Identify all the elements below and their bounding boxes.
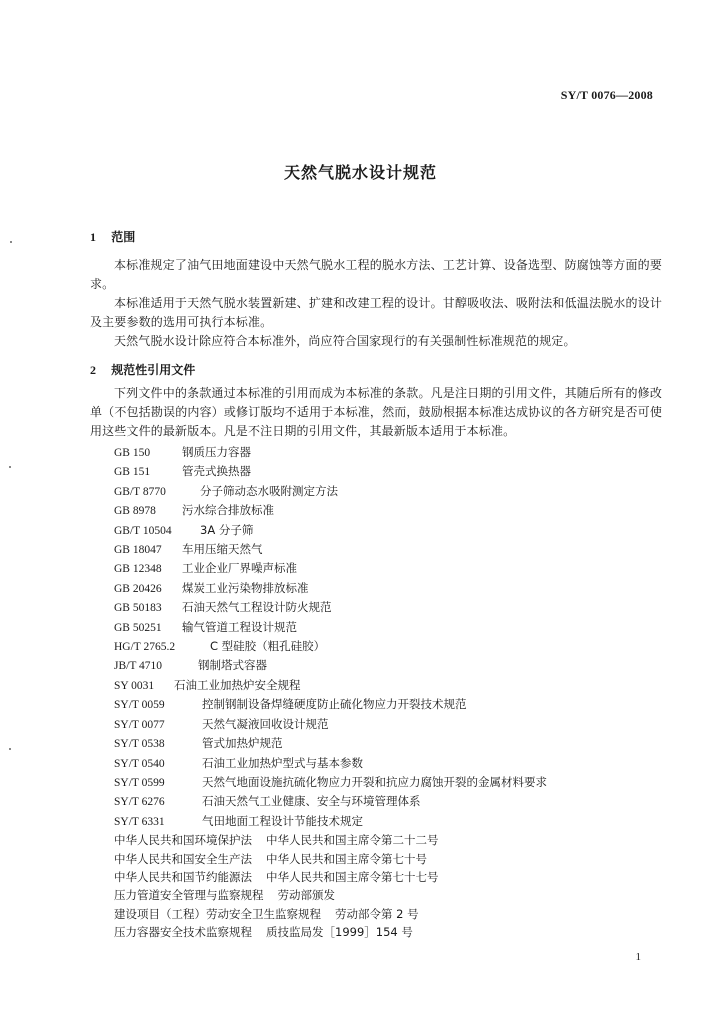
normative-references-list bbox=[114, 443, 547, 942]
reference-item bbox=[114, 792, 547, 811]
reference-item bbox=[114, 462, 547, 481]
reference-title: 污水综合排放标准 bbox=[182, 503, 274, 518]
reference-item bbox=[114, 637, 547, 656]
reference-item bbox=[114, 540, 547, 559]
paragraph: 本标准规定了油气田地面建设中天然气脱水工程的脱水方法、工艺计算、设备选型、防腐蚀等方面的要求。 bbox=[90, 258, 662, 291]
reference-code: SY 0031 bbox=[114, 679, 155, 692]
scan-speck bbox=[9, 466, 11, 468]
reference-title: 石油工业加热炉安全规程 bbox=[174, 677, 301, 692]
section-title: 范围 bbox=[111, 230, 136, 244]
reference-title: 中华人民共和国主席令第七十七号 bbox=[266, 869, 439, 884]
reference-item bbox=[114, 676, 547, 695]
reference-code: SY/T 0077 bbox=[114, 718, 165, 731]
reference-code: GB 8978 bbox=[114, 505, 156, 518]
section-title: 规范性引用文件 bbox=[111, 363, 196, 377]
section-number: 1 bbox=[90, 230, 96, 244]
reference-code: GB 151 bbox=[114, 466, 151, 479]
reference-item bbox=[114, 656, 547, 675]
reference-title: 石油工业加热炉型式与基本参数 bbox=[202, 755, 363, 770]
reference-title: 质技监局发［1999］154 号 bbox=[266, 925, 413, 940]
reference-item bbox=[114, 754, 547, 773]
reference-code: SY/T 6331 bbox=[114, 815, 165, 828]
section-1-heading bbox=[90, 228, 135, 245]
reference-code: HG/T 2765.2 bbox=[114, 641, 176, 654]
reference-code: GB/T 8770 bbox=[114, 485, 166, 498]
reference-item bbox=[114, 850, 547, 868]
reference-title: 管壳式换热器 bbox=[182, 464, 251, 479]
reference-title: 控制钢制设备焊缝硬度防止硫化物应力开裂技术规范 bbox=[202, 697, 467, 712]
reference-code: GB 18047 bbox=[114, 544, 162, 557]
reference-item bbox=[114, 618, 547, 637]
reference-code: SY/T 6276 bbox=[114, 796, 165, 809]
reference-title: 劳动部令第 2 号 bbox=[335, 906, 419, 921]
reference-item bbox=[114, 812, 547, 831]
reference-title: 天然气凝液回收设计规范 bbox=[202, 716, 329, 731]
reference-item bbox=[114, 579, 547, 598]
reference-title: 钢质压力容器 bbox=[182, 445, 251, 459]
page-number: 1 bbox=[635, 951, 641, 963]
reference-title: 石油天然气工业健康、安全与环境管理体系 bbox=[202, 794, 421, 809]
reference-item bbox=[114, 521, 547, 540]
reference-item bbox=[114, 715, 547, 734]
reference-item bbox=[114, 868, 547, 886]
paragraph: 本标准适用于天然气脱水装置新建、扩建和改建工程的设计。甘醇吸收法、吸附法和低温法脱水的设计及主要参数的选用可执行本标准。 bbox=[90, 296, 662, 329]
reference-code: 中华人民共和国安全生产法 bbox=[114, 851, 252, 866]
paragraph: 下列文件中的条款通过本标准的引用而成为本标准的条款。凡是注日期的引用文件，其随后所有的修改单（不包括勘误的内容）或修订版均不适用于本标准，然而，鼓励根据本标准达成协议的各方研究是否可使用这些文件的最新版本。凡是不注日期的引用文件，其最新版本适用于本标准。 bbox=[90, 386, 662, 438]
reference-code: GB 20426 bbox=[114, 582, 162, 595]
reference-item bbox=[114, 501, 547, 520]
document-title: 天然气脱水设计规范 bbox=[283, 163, 437, 182]
reference-item bbox=[114, 734, 547, 753]
section-2-heading bbox=[90, 361, 195, 378]
reference-title: 车用压缩天然气 bbox=[182, 542, 263, 557]
reference-title: 石油天然气工程设计防火规范 bbox=[182, 600, 332, 615]
reference-item bbox=[114, 886, 547, 904]
scan-speck bbox=[9, 748, 11, 750]
reference-item bbox=[114, 773, 547, 792]
reference-title: 劳动部颁发 bbox=[277, 888, 335, 903]
scan-speck bbox=[10, 241, 12, 243]
reference-code: GB 12348 bbox=[114, 563, 162, 576]
reference-title: 天然气地面设施抗硫化物应力开裂和抗应力腐蚀开裂的金属材料要求 bbox=[202, 774, 547, 789]
reference-code: SY/T 0599 bbox=[114, 776, 165, 789]
reference-title: 钢制塔式容器 bbox=[198, 658, 267, 673]
reference-title: 3A 分子筛 bbox=[200, 522, 254, 537]
reference-code: SY/T 0540 bbox=[114, 757, 165, 770]
reference-title: 中华人民共和国主席令第七十号 bbox=[266, 851, 427, 866]
reference-code: GB/T 10504 bbox=[114, 524, 172, 537]
reference-code: 压力容器安全技术监察规程 bbox=[114, 925, 252, 940]
reference-code: SY/T 0538 bbox=[114, 738, 165, 751]
reference-item bbox=[114, 695, 547, 714]
reference-title: 煤炭工业污染物排放标准 bbox=[182, 580, 309, 595]
reference-title: C 型硅胶（粗孔硅胶） bbox=[210, 639, 326, 654]
document-code: SY/T 0076—2008 bbox=[560, 88, 653, 102]
reference-title: 管式加热炉规范 bbox=[202, 736, 283, 751]
reference-title: 气田地面工程设计节能技术规定 bbox=[202, 813, 363, 828]
reference-title: 分子筛动态水吸附测定方法 bbox=[200, 483, 338, 498]
reference-item bbox=[114, 923, 547, 941]
reference-item bbox=[114, 482, 547, 501]
reference-title: 中华人民共和国主席令第二十二号 bbox=[266, 833, 439, 848]
reference-code: 压力管道安全管理与监察规程 bbox=[114, 888, 264, 903]
reference-item bbox=[114, 559, 547, 578]
reference-code: JB/T 4710 bbox=[114, 660, 163, 673]
section-number: 2 bbox=[90, 363, 96, 377]
reference-title: 输气管道工程设计规范 bbox=[182, 619, 297, 634]
reference-code: GB 50251 bbox=[114, 621, 162, 634]
reference-item bbox=[114, 905, 547, 923]
reference-code: 建设项目（工程）劳动安全卫生监察规程 bbox=[114, 906, 321, 921]
reference-item bbox=[114, 831, 547, 849]
reference-item bbox=[114, 598, 547, 617]
reference-code: GB 150 bbox=[114, 447, 151, 459]
reference-code: GB 50183 bbox=[114, 602, 162, 615]
paragraph: 天然气脱水设计除应符合本标准外，尚应符合国家现行的有关强制性标准规范的规定。 bbox=[114, 334, 576, 348]
reference-item bbox=[114, 443, 547, 462]
reference-title: 工业企业厂界噪声标准 bbox=[182, 561, 297, 576]
reference-code: 中华人民共和国节约能源法 bbox=[114, 869, 252, 884]
reference-code: 中华人民共和国环境保护法 bbox=[114, 833, 252, 848]
reference-code: SY/T 0059 bbox=[114, 699, 165, 712]
